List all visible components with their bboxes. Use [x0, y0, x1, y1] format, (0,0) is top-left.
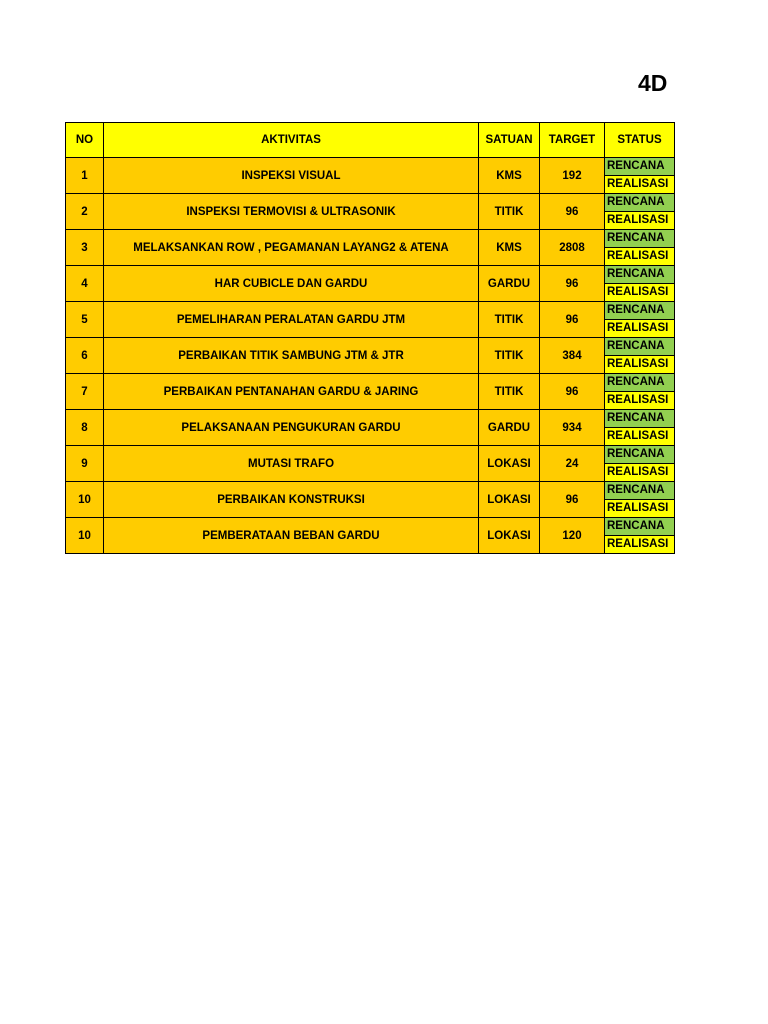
cell-satuan[interactable]: LOKASI [479, 446, 540, 482]
header-no[interactable]: NO [66, 123, 104, 158]
cell-aktivitas[interactable]: MELAKSANKAN ROW , PEGAMANAN LAYANG2 & ATENA [104, 230, 479, 266]
cell-no[interactable]: 2 [66, 194, 104, 230]
cell-aktivitas[interactable]: PERBAIKAN TITIK SAMBUNG JTM & JTR [104, 338, 479, 374]
cell-target[interactable]: 934 [540, 410, 605, 446]
status-rencana[interactable]: RENCANA [605, 338, 674, 356]
table-row [66, 410, 675, 446]
cell-target[interactable]: 2808 [540, 230, 605, 266]
cell-target[interactable]: 384 [540, 338, 605, 374]
status-realisasi[interactable]: REALISASI [605, 212, 674, 229]
cell-aktivitas[interactable]: INSPEKSI TERMOVISI & ULTRASONIK [104, 194, 479, 230]
cell-target[interactable]: 24 [540, 446, 605, 482]
cell-satuan[interactable]: TITIK [479, 338, 540, 374]
cell-satuan[interactable]: LOKASI [479, 518, 540, 554]
status-rencana[interactable]: RENCANA [605, 302, 674, 320]
status-realisasi[interactable]: REALISASI [605, 464, 674, 481]
header-satuan[interactable]: SATUAN [479, 123, 540, 158]
header-target[interactable]: TARGET [540, 123, 605, 158]
cell-aktivitas[interactable]: PERBAIKAN PENTANAHAN GARDU & JARING [104, 374, 479, 410]
status-rencana[interactable]: RENCANA [605, 374, 674, 392]
status-realisasi[interactable]: REALISASI [605, 176, 674, 193]
cell-status [605, 482, 675, 518]
cell-no[interactable]: 3 [66, 230, 104, 266]
status-rencana[interactable]: RENCANA [605, 482, 674, 500]
cell-satuan[interactable]: TITIK [479, 194, 540, 230]
cell-status [605, 446, 675, 482]
status-rencana[interactable]: RENCANA [605, 518, 674, 536]
status-realisasi[interactable]: REALISASI [605, 536, 674, 553]
status-rencana[interactable]: RENCANA [605, 158, 674, 176]
cell-status [605, 410, 675, 446]
table-row [66, 482, 675, 518]
status-rencana[interactable]: RENCANA [605, 410, 674, 428]
cell-target[interactable]: 192 [540, 158, 605, 194]
cell-status [605, 338, 675, 374]
cell-no[interactable]: 8 [66, 410, 104, 446]
cell-no[interactable]: 5 [66, 302, 104, 338]
header-status[interactable]: STATUS [605, 123, 675, 158]
cell-status [605, 302, 675, 338]
cell-no[interactable]: 9 [66, 446, 104, 482]
cell-aktivitas[interactable]: PERBAIKAN KONSTRUKSI [104, 482, 479, 518]
table-row [66, 338, 675, 374]
status-realisasi[interactable]: REALISASI [605, 392, 674, 409]
status-rencana[interactable]: RENCANA [605, 266, 674, 284]
cell-aktivitas[interactable]: INSPEKSI VISUAL [104, 158, 479, 194]
table-row [66, 266, 675, 302]
cell-satuan[interactable]: GARDU [479, 410, 540, 446]
cell-satuan[interactable]: GARDU [479, 266, 540, 302]
status-realisasi[interactable]: REALISASI [605, 428, 674, 445]
status-realisasi[interactable]: REALISASI [605, 248, 674, 265]
cell-status [605, 374, 675, 410]
cell-satuan[interactable]: LOKASI [479, 482, 540, 518]
status-rencana[interactable]: RENCANA [605, 194, 674, 212]
cell-no[interactable]: 10 [66, 482, 104, 518]
table-row [66, 158, 675, 194]
cell-target[interactable]: 96 [540, 374, 605, 410]
header-aktivitas[interactable]: AKTIVITAS [104, 123, 479, 158]
cell-satuan[interactable]: KMS [479, 230, 540, 266]
cell-aktivitas[interactable]: HAR CUBICLE DAN GARDU [104, 266, 479, 302]
cell-satuan[interactable]: TITIK [479, 302, 540, 338]
status-realisasi[interactable]: REALISASI [605, 500, 674, 517]
cell-aktivitas[interactable]: PEMBERATAAN BEBAN GARDU [104, 518, 479, 554]
cell-no[interactable]: 4 [66, 266, 104, 302]
table-header-row [66, 123, 675, 158]
table-body [66, 158, 675, 554]
table-row [66, 518, 675, 554]
cell-no[interactable]: 6 [66, 338, 104, 374]
table-row [66, 302, 675, 338]
activity-table [65, 122, 675, 554]
table-row [66, 230, 675, 266]
status-rencana[interactable]: RENCANA [605, 230, 674, 248]
cell-no[interactable]: 1 [66, 158, 104, 194]
cell-status [605, 230, 675, 266]
cell-status [605, 194, 675, 230]
cell-no[interactable]: 7 [66, 374, 104, 410]
status-realisasi[interactable]: REALISASI [605, 320, 674, 337]
status-realisasi[interactable]: REALISASI [605, 284, 674, 301]
cell-status [605, 158, 675, 194]
cell-target[interactable]: 96 [540, 266, 605, 302]
status-realisasi[interactable]: REALISASI [605, 356, 674, 373]
cell-aktivitas[interactable]: PEMELIHARAN PERALATAN GARDU JTM [104, 302, 479, 338]
cell-no[interactable]: 10 [66, 518, 104, 554]
status-rencana[interactable]: RENCANA [605, 446, 674, 464]
cell-satuan[interactable]: TITIK [479, 374, 540, 410]
page-title: 4D [638, 70, 668, 96]
cell-aktivitas[interactable]: PELAKSANAAN PENGUKURAN GARDU [104, 410, 479, 446]
table-row [66, 374, 675, 410]
cell-target[interactable]: 120 [540, 518, 605, 554]
cell-satuan[interactable]: KMS [479, 158, 540, 194]
cell-target[interactable]: 96 [540, 302, 605, 338]
cell-status [605, 518, 675, 554]
table-row [66, 446, 675, 482]
table-row [66, 194, 675, 230]
cell-target[interactable]: 96 [540, 194, 605, 230]
cell-status [605, 266, 675, 302]
cell-target[interactable]: 96 [540, 482, 605, 518]
cell-aktivitas[interactable]: MUTASI TRAFO [104, 446, 479, 482]
